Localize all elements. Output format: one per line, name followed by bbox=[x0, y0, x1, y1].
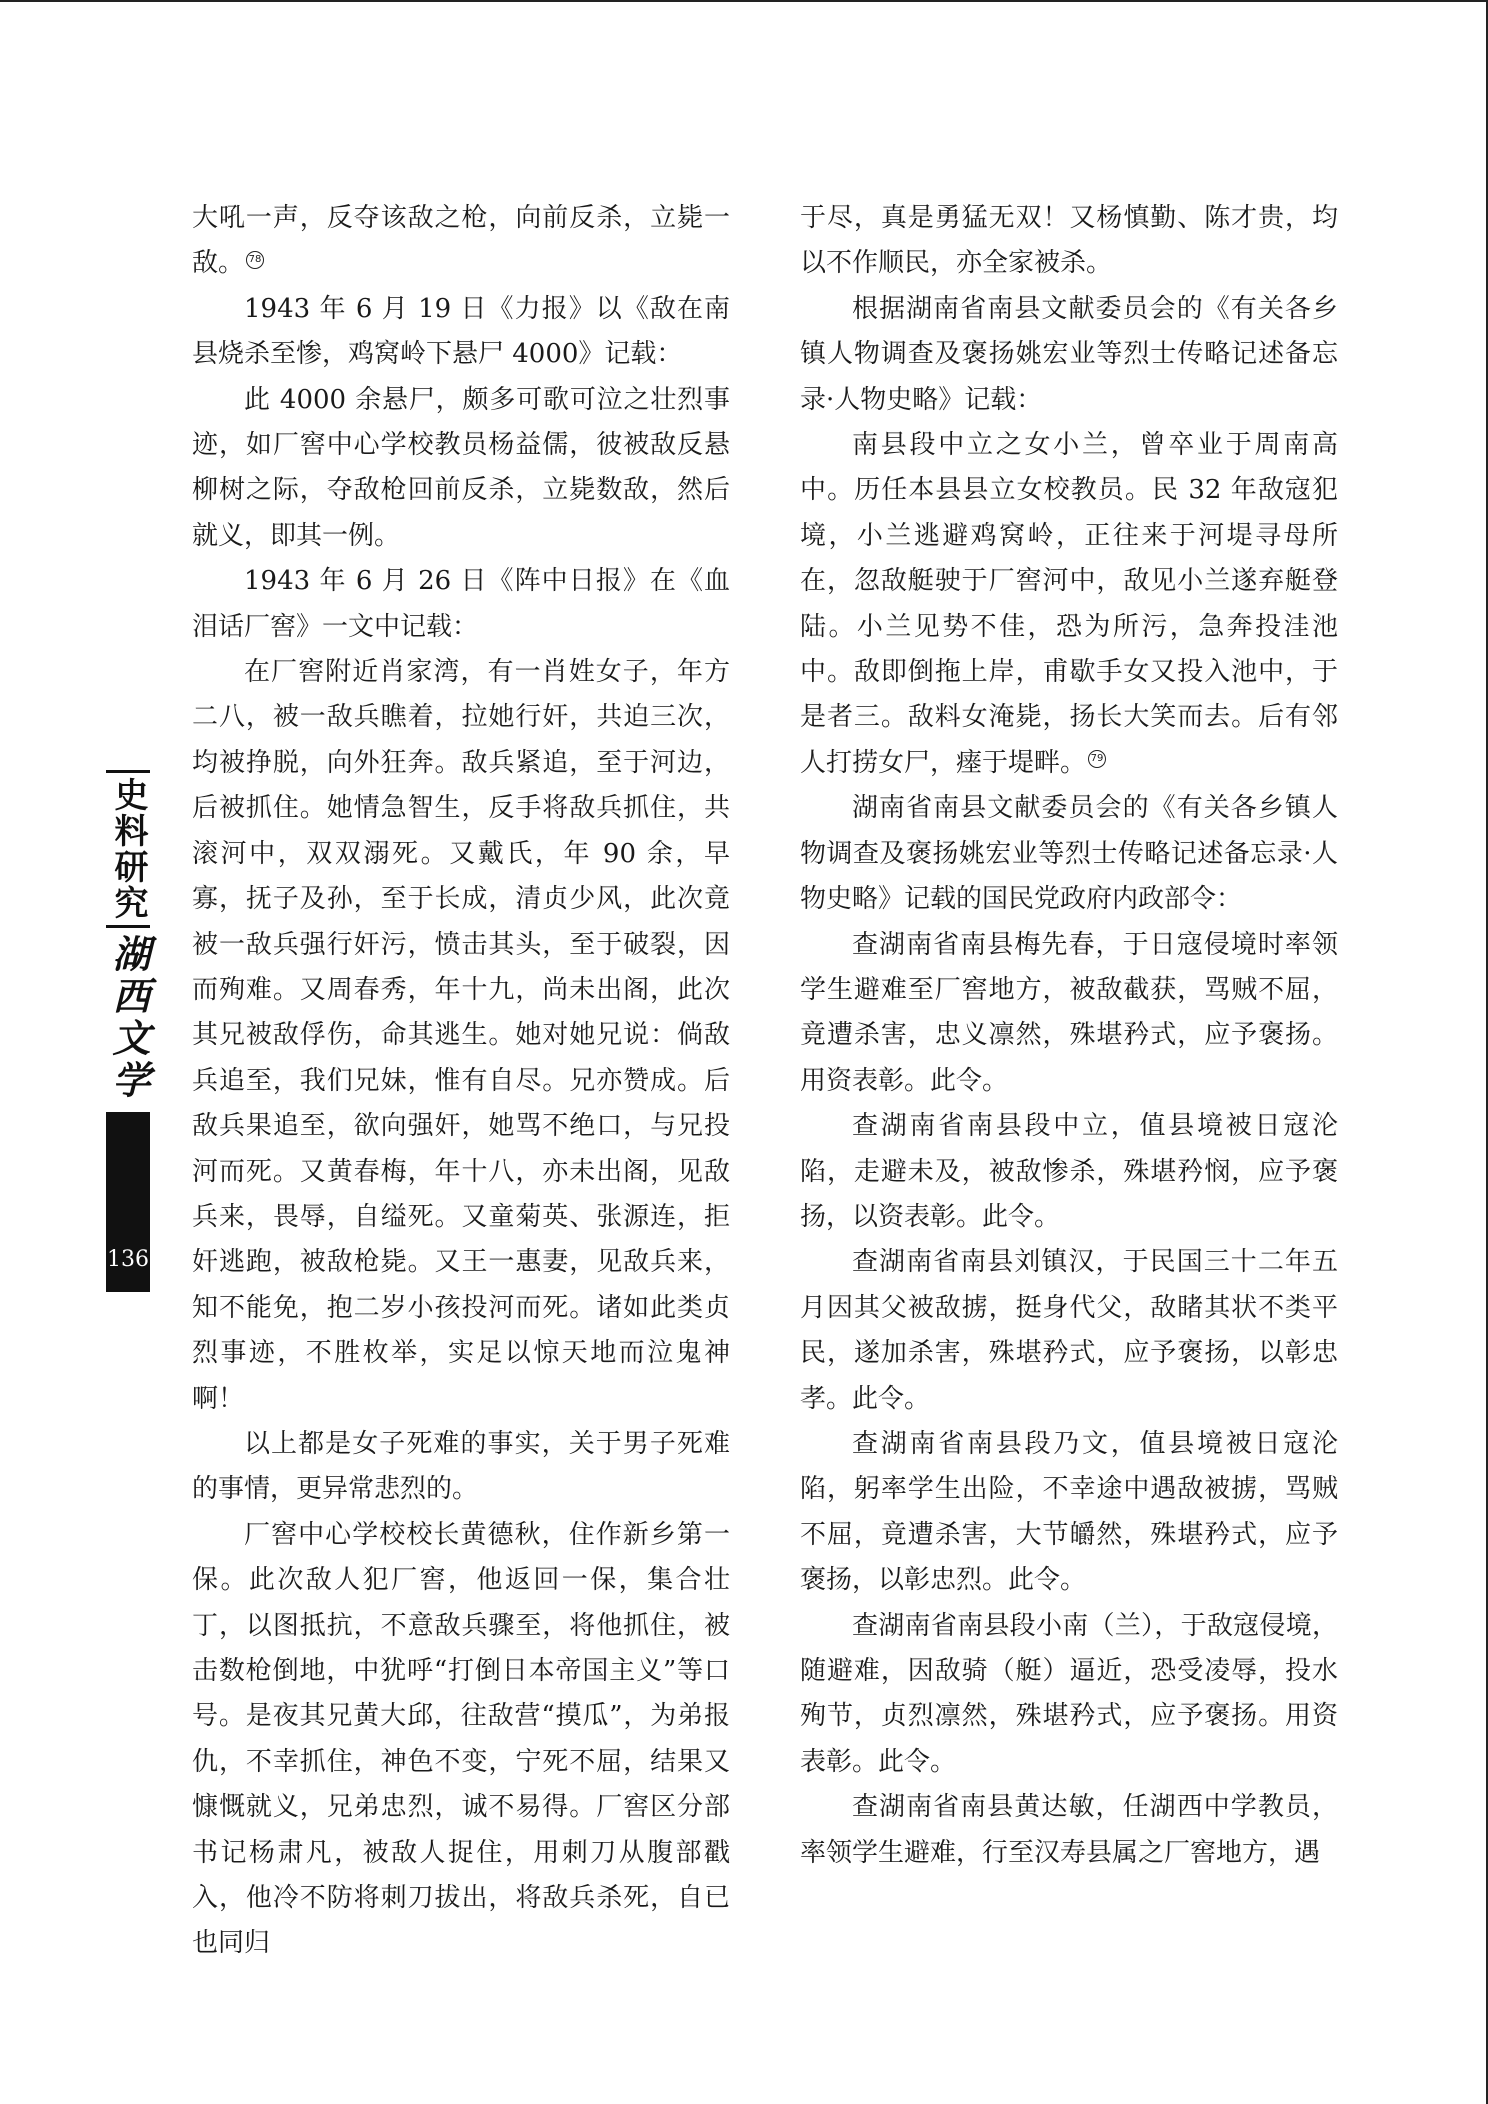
paragraph-text: 查湖南省南县梅先春，于日寇侵境时率领学生避难至厂窖地方，被敌截获，骂贼不屈，竟遭杀害，忠义凛然，殊堪矜式，应予褒扬。用资表彰。此令。 bbox=[800, 929, 1338, 1096]
side-tab bbox=[106, 770, 150, 1292]
quoted-paragraph bbox=[800, 1785, 1338, 1876]
quoted-paragraph bbox=[800, 423, 1338, 786]
footnote-marker: 78 bbox=[246, 251, 264, 269]
left-column bbox=[192, 196, 730, 1967]
paragraph-text: 此 4000 余悬尸，颇多可歌可泣之壮烈事迹，如厂窖中心学校教员杨益儒，彼被敌反悬柳树之际，夺敌枪回前反杀，立毙数敌，然后就义，即其一例。 bbox=[192, 384, 730, 551]
quoted-paragraph bbox=[800, 923, 1338, 1105]
paragraph-text: 南县段中立之女小兰，曾卒业于周南高中。历任本县县立女校教员。民 32 年敌寇犯境，小兰逃避鸡窝岭，正往来于河堤寻母所在，忽敌艇驶于厂窖河中，敌见小兰遂弃艇登陆。小兰见势不佳，恐为所污，急奔投洼池中。敌即倒拖上岸，甫歇手女又投入池中，于是者三。敌料女淹毙，扬长大笑而去。后有邻人打捞女尸，瘗于堤畔。 bbox=[800, 430, 1338, 778]
quoted-paragraph bbox=[800, 1604, 1338, 1786]
paragraph-text: 厂窖中心学校校长黄德秋，住作新乡第一保。此次敌人犯厂窖，他返回一保，集合壮丁，以图抵抗，不意敌兵骤至，将他抓住，被击数枪倒地，中犹呼“打倒日本帝国主义”等口号。是夜其兄黄大邱，往敌营“摸瓜”，为弟报仇，不幸抓住，神色不变，宁死不屈，结果又慷慨就义，兄弟忠烈，诚不易得。厂窖区分部书记杨肃凡，被敌人捉住，用刺刀从腹部戳入，他冷不防将刺刀拔出，将敌兵杀死，自已也同归 bbox=[192, 1519, 730, 1959]
journal-name: 湖西文学 bbox=[106, 934, 151, 1102]
quoted-paragraph bbox=[192, 378, 730, 560]
footnote-marker: 79 bbox=[1088, 750, 1106, 768]
section-category: 史料研究 bbox=[108, 777, 148, 921]
paragraph-text: 以上都是女子死难的事实，关于男子死难的事情，更异常悲烈的。 bbox=[192, 1428, 730, 1505]
paragraph-text: 根据湖南省南县文献委员会的《有关各乡镇人物调查及褒扬姚宏业等烈士传略记述备忘录·人物史略》记载： bbox=[800, 293, 1338, 415]
paragraph bbox=[192, 287, 730, 378]
paragraph-text: 在厂窖附近肖家湾，有一肖姓女子，年方二八，被一敌兵瞧着，拉她行奸，共迫三次，均被挣脱，向外狂奔。敌兵紧追，至于河边，后被抓住。她情急智生，反手将敌兵抓住，共滚河中，双双溺死。又戴氏，年 90 余，早寡，抚子及孙，至于长成，清贞少风，此次竟被一敌兵强行奸污，愤击其头，至于破裂，因而殉难。又周春秀，年十九，尚未出阁，此次其兄被敌俘伤，命其逃生。她对她兄说：倘敌兵追至，我们兄妹，惟有自尽。兄亦赞成。后敌兵果追至，欲向强奸，她骂不绝口，与兄投河而死。又黄春梅，年十八，亦未出阁，见敌兵来，畏辱，自缢死。又童菊英、张源连，拒奸逃跑，被敌枪毙。又王一惠妻，见敌兵来，知不能免，抱二岁小孩投河而死。诸如此类贞烈事迹，不胜枚举，实足以惊天地而泣鬼神啊！ bbox=[192, 657, 730, 1414]
paragraph bbox=[192, 1422, 730, 1513]
paragraph bbox=[800, 196, 1338, 287]
paragraph-text: 查湖南省南县段乃文，值县境被日寇沦陷，躬率学生出险，不幸途中遇敌被掳，骂贼不屈，竟遭杀害，大节皭然，殊堪矜式，应予褒扬，以彰忠烈。此令。 bbox=[800, 1428, 1338, 1596]
quoted-paragraph bbox=[800, 1240, 1338, 1422]
paragraph-text: 查湖南省南县黄达敏，任湖西中学教员，率领学生避难，行至汉寿县属之厂窖地方，遇 bbox=[800, 1792, 1338, 1868]
paragraph-text: 查湖南省南县段中立，值县境被日寇沦陷，走避未及，被敌惨杀，殊堪矜悯，应予褒扬，以资表彰。此令。 bbox=[800, 1111, 1338, 1232]
quoted-paragraph bbox=[192, 650, 730, 1422]
paragraph bbox=[800, 287, 1338, 423]
paragraph-text: 查湖南省南县刘镇汉，于民国三十二年五月因其父被敌掳，挺身代父，敌睹其状不类平民，遂加杀害，殊堪矜式，应予褒扬，以彰忠孝。此令。 bbox=[800, 1247, 1338, 1414]
quoted-paragraph bbox=[800, 1422, 1338, 1604]
paragraph bbox=[192, 196, 730, 287]
page-number: 136 bbox=[107, 1247, 149, 1272]
quoted-paragraph bbox=[800, 1104, 1338, 1240]
paragraph bbox=[192, 1513, 730, 1967]
paragraph bbox=[192, 559, 730, 650]
paragraph-text: 1943 年 6 月 26 日《阵中日报》在《血泪话厂窖》一文中记载： bbox=[192, 566, 730, 642]
side-rule-middle bbox=[106, 925, 150, 928]
paragraph-text: 大吼一声，反夺该敌之枪，向前反杀，立毙一敌。 bbox=[192, 203, 730, 279]
paragraph-text: 1943 年 6 月 19 日《力报》以《敌在南县烧杀至惨，鸡窝岭下悬尸 4000》记载： bbox=[192, 293, 730, 370]
page-border-top bbox=[0, 0, 1488, 2]
paragraph bbox=[800, 786, 1338, 922]
page-number-block bbox=[106, 1112, 150, 1292]
right-column bbox=[800, 196, 1338, 1876]
side-rule-top bbox=[106, 770, 150, 773]
paragraph-text: 于尽，真是勇猛无双！又杨慎勤、陈才贵，均以不作顺民，亦全家被杀。 bbox=[800, 203, 1338, 279]
paragraph-text: 湖南省南县文献委员会的《有关各乡镇人物调查及褒扬姚宏业等烈士传略记述备忘录·人物史略》记载的国民党政府内政部令： bbox=[800, 793, 1338, 915]
paragraph-text: 查湖南省南县段小南（兰），于敌寇侵境，随避难，因敌骑（艇）逼近，恐受凌辱，投水殉节，贞烈凛然，殊堪矜式，应予褒扬。用资表彰。此令。 bbox=[800, 1610, 1338, 1777]
